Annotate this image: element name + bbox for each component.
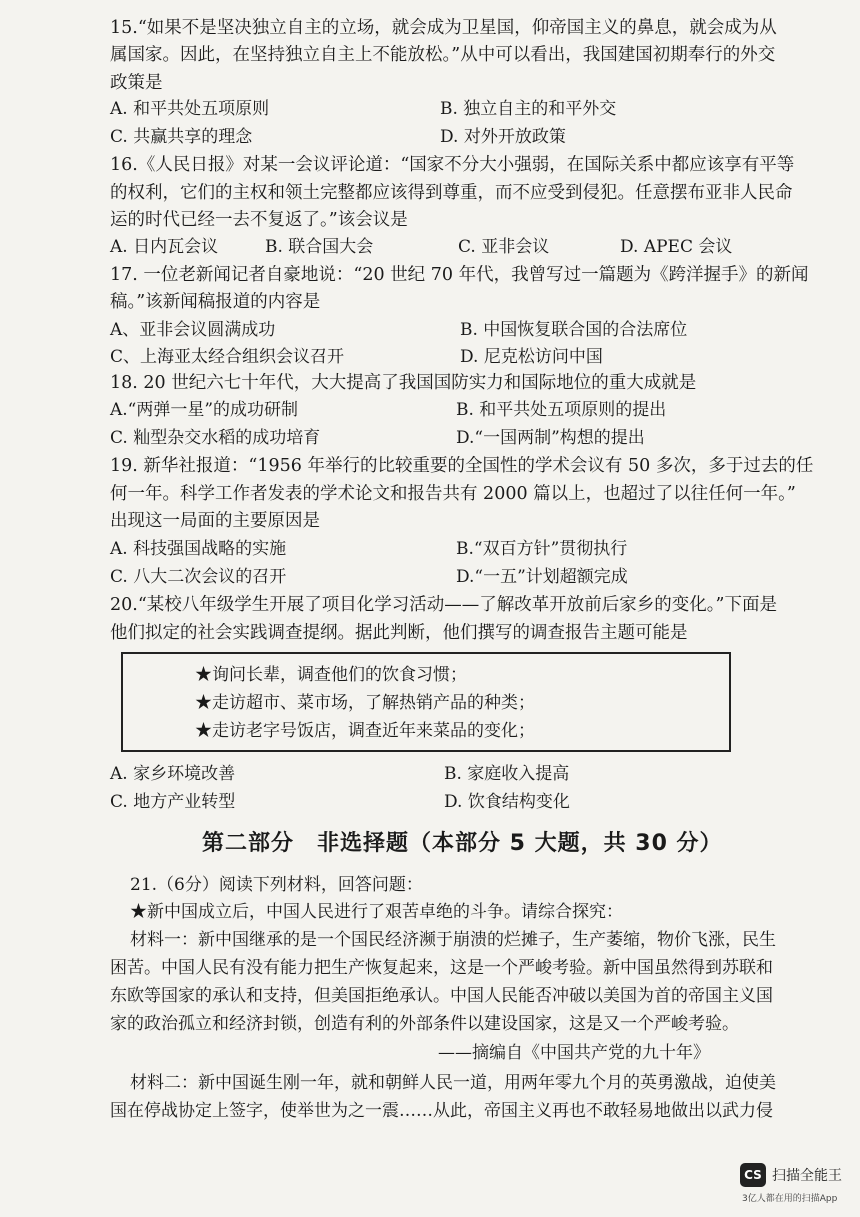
q20-option-d: D. 饮食结构变化 — [444, 792, 570, 812]
q16-option-c: C. 亚非会议 — [458, 237, 550, 257]
q15-stem-line1: 15.“如果不是坚决独立自主的立场，就会成为卫星国，仰帝国主义的鼻息，就会成为从 — [110, 18, 777, 38]
q16-stem-line1: 16.《人民日报》对某一会议评论道：“国家不分大小强弱，在国际关系中都应该享有平等 — [110, 155, 795, 175]
survey-outline-box — [121, 652, 731, 752]
q19-stem-line3: 出现这一局面的主要原因是 — [110, 511, 320, 531]
q15-option-a: A. 和平共处五项原则 — [110, 99, 270, 119]
q20-option-b: B. 家庭收入提高 — [444, 764, 570, 784]
q17-option-d: D. 尼克松访问中国 — [460, 347, 603, 367]
q20-option-a: A. 家乡环境改善 — [110, 764, 236, 784]
q15-option-b: B. 独立自主的和平外交 — [440, 99, 617, 119]
q21-intro: ★新中国成立后，中国人民进行了艰苦卓绝的斗争。请综合探究： — [130, 902, 623, 922]
survey-item: ★询问长辈，调查他们的饮食习惯； — [195, 665, 467, 685]
q19-option-d: D.“一五”计划超额完成 — [456, 567, 628, 587]
q21-material1-line3: 东欧等国家的承认和支持，但美国拒绝承认。中国人民能否冲破以美国为首的帝国主义国 — [110, 986, 773, 1006]
q20-option-c: C. 地方产业转型 — [110, 792, 236, 812]
q20-stem-line1: 20.“某校八年级学生开展了项目化学习活动——了解改革开放前后家乡的变化。”下面是 — [110, 595, 777, 615]
q17-stem-line1: 17. 一位老新闻记者自豪地说：“20 世纪 70 年代，我曾写过一篇题为《跨洋握手》的新闻 — [110, 265, 809, 285]
q21-material1-line1: 材料一：新中国继承的是一个国民经济濒于崩溃的烂摊子，生产萎缩，物价飞涨，民生 — [130, 930, 776, 950]
scanner-watermark — [740, 1163, 850, 1205]
q18-option-c: C. 籼型杂交水稻的成功培育 — [110, 428, 321, 448]
survey-item: ★走访老字号饭店，调查近年来菜品的变化； — [195, 721, 535, 741]
q21-material1-source: ——摘编自《中国共产党的九十年》 — [438, 1043, 710, 1063]
q16-option-a: A. 日内瓦会议 — [110, 237, 219, 257]
q15-stem-line3: 政策是 — [110, 73, 163, 93]
q21-material2-line1: 材料二：新中国诞生刚一年，就和朝鲜人民一道，用两年零九个月的英勇激战，迫使美 — [130, 1073, 776, 1093]
q18-option-d: D.“一国两制”构想的提出 — [456, 428, 645, 448]
q17-option-a: A、亚非会议圆满成功 — [110, 320, 276, 340]
q18-option-a: A.“两弹一星”的成功研制 — [110, 400, 299, 420]
survey-item: ★走访超市、菜市场，了解热销产品的种类； — [195, 693, 535, 713]
section-title: 第二部分 非选择题（本部分 5 大题，共 30 分） — [202, 831, 723, 856]
q19-stem-line2: 何一年。科学工作者发表的学术论文和报告共有 2000 篇以上，也超过了以往任何一年。” — [110, 484, 796, 504]
q17-stem-line2: 稿。”该新闻稿报道的内容是 — [110, 292, 321, 312]
q15-option-d: D. 对外开放政策 — [440, 127, 566, 147]
q19-option-b: B.“双百方针”贯彻执行 — [456, 539, 628, 559]
q16-option-b: B. 联合国大会 — [265, 237, 374, 257]
q19-stem-line1: 19. 新华社报道：“1956 年举行的比较重要的全国性的学术会议有 50 多次，多于过去的任 — [110, 456, 814, 476]
watermark-name: 扫描全能王 — [772, 1168, 842, 1184]
q21-material1-line2: 困苦。中国人民有没有能力把生产恢复起来，这是一个严峻考验。新中国虽然得到苏联和 — [110, 958, 773, 978]
q16-option-d: D. APEC 会议 — [620, 237, 733, 257]
q16-stem-line2: 的权利，它们的主权和领土完整都应该得到尊重，而不应受到侵犯。任意摆布亚非人民命 — [110, 183, 793, 203]
q18-stem-line1: 18. 20 世纪六七十年代，大大提高了我国国防实力和国际地位的重大成就是 — [110, 373, 697, 393]
q19-option-c: C. 八大二次会议的召开 — [110, 567, 287, 587]
watermark-tagline: 3亿人都在用的扫描App — [742, 1194, 838, 1204]
q21-heading: 21.（6分）阅读下列材料，回答问题： — [130, 875, 423, 895]
q19-option-a: A. 科技强国战略的实施 — [110, 539, 287, 559]
q21-material1-line4: 家的政治孤立和经济封锁，创造有利的外部条件以建设国家，这是又一个严峻考验。 — [110, 1014, 739, 1034]
q21-material2-line2: 国在停战协定上签字，使举世为之一震……从此，帝国主义再也不敢轻易地做出以武力侵 — [110, 1101, 773, 1121]
q15-stem-line2: 属国家。因此，在坚持独立自主上不能放松。”从中可以看出，我国建国初期奉行的外交 — [110, 45, 776, 65]
q15-option-c: C. 共赢共享的理念 — [110, 127, 253, 147]
q16-stem-line3: 运的时代已经一去不复返了。”该会议是 — [110, 210, 408, 230]
q20-stem-line2: 他们拟定的社会实践调查提纲。据此判断，他们撰写的调查报告主题可能是 — [110, 623, 688, 643]
q18-option-b: B. 和平共处五项原则的提出 — [456, 400, 667, 420]
q17-option-c: C、上海亚太经合组织会议召开 — [110, 347, 345, 367]
cs-logo-icon: CS — [740, 1163, 766, 1187]
q17-option-b: B. 中国恢复联合国的合法席位 — [460, 320, 688, 340]
